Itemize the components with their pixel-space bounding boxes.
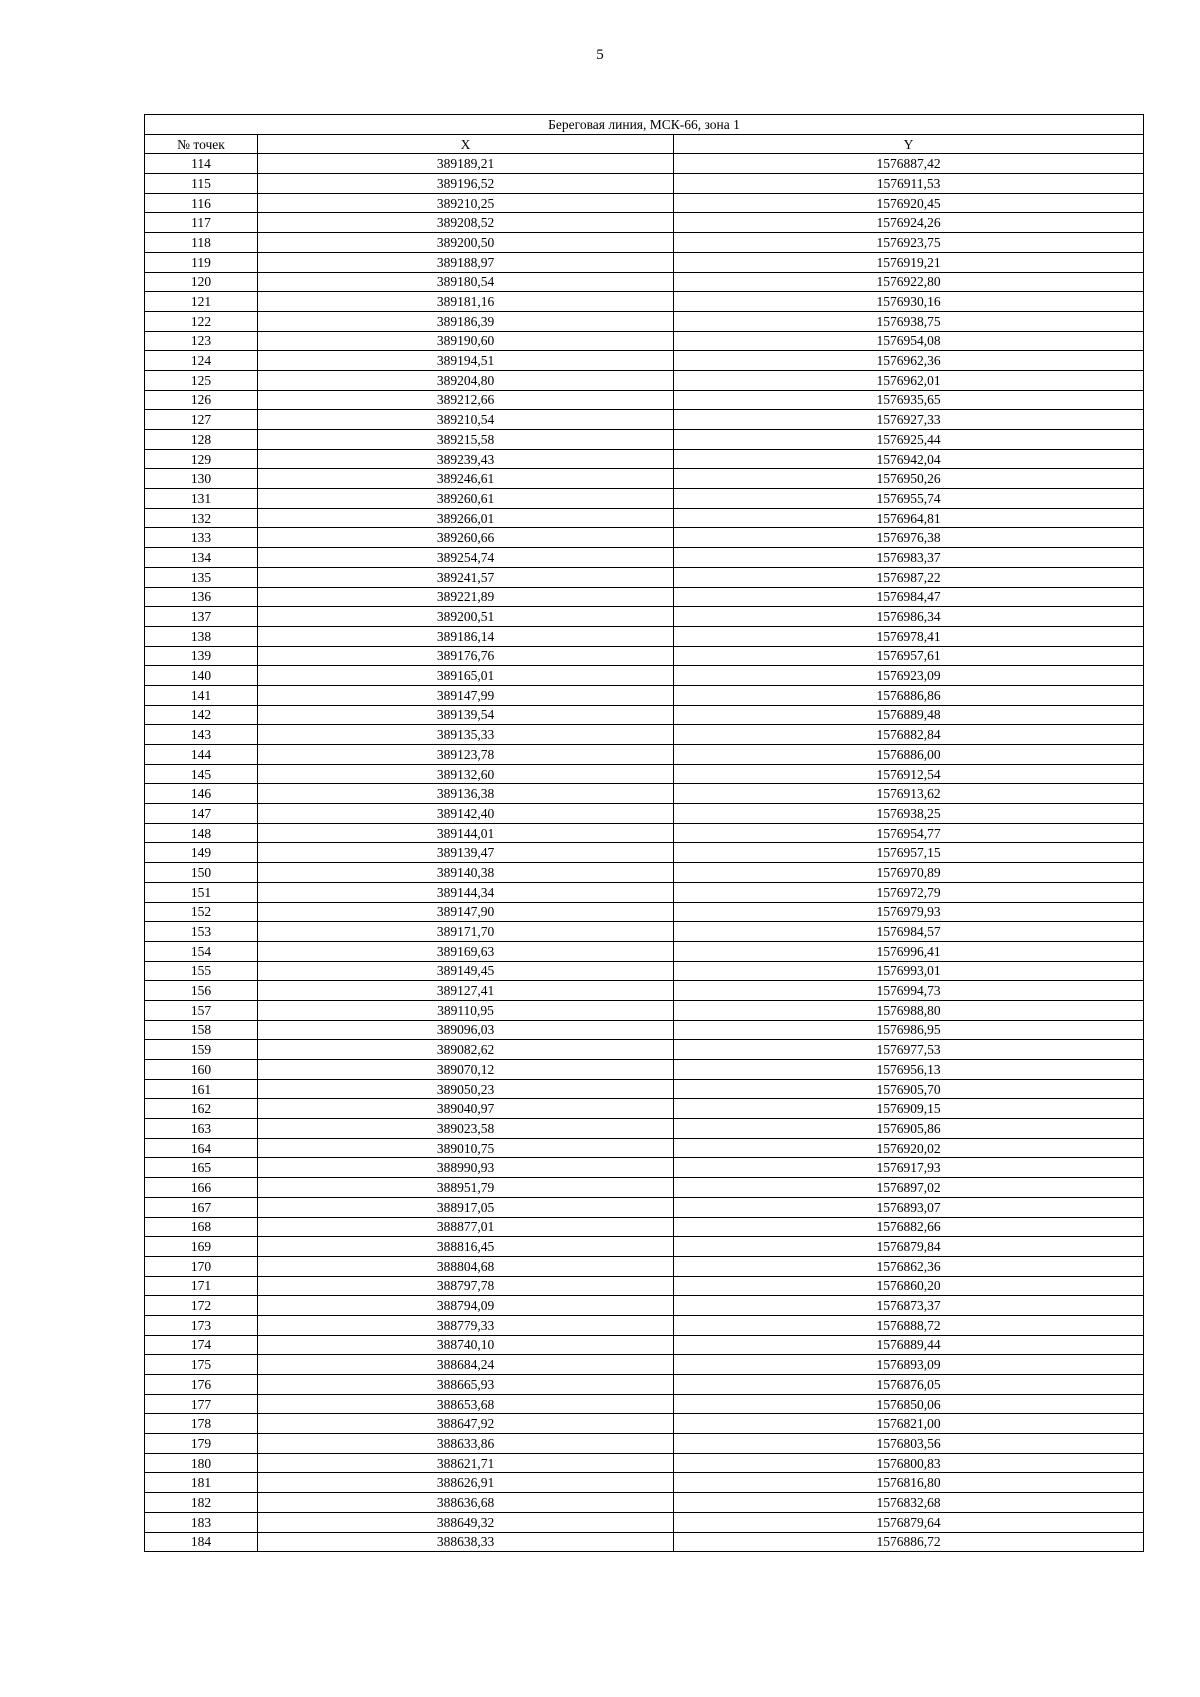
table-row (145, 1197, 1144, 1217)
table-row (145, 252, 1144, 272)
table-row (145, 1375, 1144, 1395)
x-coordinate-cell: 388917,05 (258, 1197, 674, 1217)
table-row (145, 1099, 1144, 1119)
y-coordinate-cell: 1576886,86 (674, 685, 1144, 705)
y-coordinate-cell: 1576986,34 (674, 607, 1144, 627)
x-coordinate-cell: 389127,41 (258, 981, 674, 1001)
y-coordinate-cell: 1576976,38 (674, 528, 1144, 548)
y-coordinate-cell: 1576925,44 (674, 430, 1144, 450)
y-coordinate-cell: 1576935,65 (674, 390, 1144, 410)
x-coordinate-cell: 389186,14 (258, 626, 674, 646)
y-coordinate-cell: 1576970,89 (674, 863, 1144, 883)
table-row (145, 1414, 1144, 1434)
point-number-cell: 180 (145, 1453, 258, 1473)
table-header-row (145, 134, 1144, 154)
table-row (145, 1296, 1144, 1316)
y-coordinate-cell: 1576954,77 (674, 823, 1144, 843)
y-coordinate-cell: 1576938,75 (674, 311, 1144, 331)
table-row (145, 528, 1144, 548)
point-number-cell: 151 (145, 882, 258, 902)
table-title: Береговая линия, МСК-66, зона 1 (145, 115, 1144, 135)
table-row (145, 1473, 1144, 1493)
table-row (145, 193, 1144, 213)
x-coordinate-cell: 389254,74 (258, 548, 674, 568)
y-coordinate-cell: 1576860,20 (674, 1276, 1144, 1296)
x-coordinate-cell: 389208,52 (258, 213, 674, 233)
y-coordinate-cell: 1576984,47 (674, 587, 1144, 607)
x-coordinate-cell: 389212,66 (258, 390, 674, 410)
point-number-cell: 132 (145, 508, 258, 528)
y-coordinate-cell: 1576816,80 (674, 1473, 1144, 1493)
table-row (145, 666, 1144, 686)
table-row (145, 725, 1144, 745)
point-number-cell: 170 (145, 1256, 258, 1276)
x-coordinate-cell: 389140,38 (258, 863, 674, 883)
y-coordinate-cell: 1576938,25 (674, 804, 1144, 824)
point-number-cell: 142 (145, 705, 258, 725)
y-coordinate-cell: 1576897,02 (674, 1178, 1144, 1198)
y-coordinate-cell: 1576887,42 (674, 154, 1144, 174)
y-coordinate-cell: 1576893,09 (674, 1355, 1144, 1375)
x-coordinate-cell: 389136,38 (258, 784, 674, 804)
y-coordinate-cell: 1576862,36 (674, 1256, 1144, 1276)
table-row (145, 1335, 1144, 1355)
y-coordinate-cell: 1576803,56 (674, 1434, 1144, 1454)
x-coordinate-cell: 389142,40 (258, 804, 674, 824)
x-coordinate-cell: 389132,60 (258, 764, 674, 784)
point-number-cell: 119 (145, 252, 258, 272)
y-coordinate-cell: 1576882,66 (674, 1217, 1144, 1237)
x-coordinate-cell: 389139,54 (258, 705, 674, 725)
x-coordinate-cell: 388649,32 (258, 1512, 674, 1532)
table-row (145, 1315, 1144, 1335)
y-coordinate-cell: 1576956,13 (674, 1060, 1144, 1080)
point-number-cell: 169 (145, 1237, 258, 1257)
x-coordinate-cell: 389144,01 (258, 823, 674, 843)
x-coordinate-cell: 389139,47 (258, 843, 674, 863)
table-row (145, 1493, 1144, 1513)
table-row (145, 882, 1144, 902)
x-coordinate-cell: 388638,33 (258, 1532, 674, 1552)
y-coordinate-cell: 1576905,86 (674, 1119, 1144, 1139)
x-coordinate-cell: 389190,60 (258, 331, 674, 351)
point-number-cell: 120 (145, 272, 258, 292)
y-coordinate-cell: 1576923,75 (674, 233, 1144, 253)
point-number-cell: 174 (145, 1335, 258, 1355)
y-coordinate-cell: 1576879,84 (674, 1237, 1144, 1257)
x-coordinate-cell: 389260,66 (258, 528, 674, 548)
point-number-cell: 127 (145, 410, 258, 430)
table-row (145, 1276, 1144, 1296)
y-coordinate-cell: 1576850,06 (674, 1394, 1144, 1414)
point-number-cell: 145 (145, 764, 258, 784)
table-row (145, 607, 1144, 627)
x-coordinate-cell: 389221,89 (258, 587, 674, 607)
table-row (145, 390, 1144, 410)
y-coordinate-cell: 1576977,53 (674, 1040, 1144, 1060)
table-row (145, 1237, 1144, 1257)
point-number-cell: 137 (145, 607, 258, 627)
y-coordinate-cell: 1576954,08 (674, 331, 1144, 351)
y-coordinate-cell: 1576879,64 (674, 1512, 1144, 1532)
table-row (145, 430, 1144, 450)
y-coordinate-cell: 1576893,07 (674, 1197, 1144, 1217)
table-row (145, 626, 1144, 646)
table-title-row (145, 115, 1144, 135)
table-row (145, 941, 1144, 961)
x-coordinate-cell: 388633,86 (258, 1434, 674, 1454)
point-number-cell: 124 (145, 351, 258, 371)
point-number-cell: 163 (145, 1119, 258, 1139)
point-number-cell: 153 (145, 922, 258, 942)
y-coordinate-cell: 1576984,57 (674, 922, 1144, 942)
y-coordinate-cell: 1576988,80 (674, 1000, 1144, 1020)
point-number-cell: 152 (145, 902, 258, 922)
x-coordinate-cell: 389096,03 (258, 1020, 674, 1040)
point-number-cell: 171 (145, 1276, 258, 1296)
point-number-cell: 128 (145, 430, 258, 450)
x-coordinate-cell: 389246,61 (258, 469, 674, 489)
x-coordinate-cell: 389239,43 (258, 449, 674, 469)
point-number-cell: 141 (145, 685, 258, 705)
table-row (145, 1256, 1144, 1276)
y-coordinate-cell: 1576955,74 (674, 489, 1144, 509)
table-row (145, 784, 1144, 804)
point-number-cell: 133 (145, 528, 258, 548)
table-row (145, 1138, 1144, 1158)
point-number-cell: 164 (145, 1138, 258, 1158)
y-coordinate-cell: 1576993,01 (674, 961, 1144, 981)
table-row (145, 1355, 1144, 1375)
table-row (145, 804, 1144, 824)
x-coordinate-cell: 388816,45 (258, 1237, 674, 1257)
x-coordinate-cell: 389023,58 (258, 1119, 674, 1139)
point-number-cell: 181 (145, 1473, 258, 1493)
x-coordinate-cell: 389189,21 (258, 154, 674, 174)
coordinates-table (144, 114, 1144, 1552)
point-number-cell: 135 (145, 567, 258, 587)
point-number-cell: 166 (145, 1178, 258, 1198)
x-coordinate-cell: 389144,34 (258, 882, 674, 902)
table-row (145, 705, 1144, 725)
table-row (145, 1158, 1144, 1178)
y-coordinate-cell: 1576927,33 (674, 410, 1144, 430)
y-coordinate-cell: 1576942,04 (674, 449, 1144, 469)
x-coordinate-cell: 389186,39 (258, 311, 674, 331)
y-coordinate-cell: 1576962,36 (674, 351, 1144, 371)
point-number-cell: 130 (145, 469, 258, 489)
point-number-cell: 134 (145, 548, 258, 568)
table-row (145, 469, 1144, 489)
table-row (145, 370, 1144, 390)
table-row (145, 331, 1144, 351)
x-coordinate-cell: 388665,93 (258, 1375, 674, 1395)
x-coordinate-cell: 389260,61 (258, 489, 674, 509)
y-coordinate-cell: 1576979,93 (674, 902, 1144, 922)
table-row (145, 764, 1144, 784)
x-coordinate-cell: 388877,01 (258, 1217, 674, 1237)
table-row (145, 154, 1144, 174)
point-number-cell: 121 (145, 292, 258, 312)
y-coordinate-cell: 1576957,61 (674, 646, 1144, 666)
point-number-cell: 168 (145, 1217, 258, 1237)
table-row (145, 1000, 1144, 1020)
table-row (145, 272, 1144, 292)
table-row (145, 823, 1144, 843)
point-number-cell: 184 (145, 1532, 258, 1552)
point-number-cell: 162 (145, 1099, 258, 1119)
table-row (145, 1079, 1144, 1099)
table-row (145, 1060, 1144, 1080)
x-coordinate-cell: 389200,51 (258, 607, 674, 627)
point-number-cell: 129 (145, 449, 258, 469)
table-row (145, 292, 1144, 312)
x-coordinate-cell: 388684,24 (258, 1355, 674, 1375)
x-coordinate-cell: 389123,78 (258, 745, 674, 765)
x-coordinate-cell: 388740,10 (258, 1335, 674, 1355)
point-number-cell: 179 (145, 1434, 258, 1454)
x-coordinate-cell: 389266,01 (258, 508, 674, 528)
y-coordinate-cell: 1576909,15 (674, 1099, 1144, 1119)
y-coordinate-cell: 1576913,62 (674, 784, 1144, 804)
x-coordinate-cell: 389204,80 (258, 370, 674, 390)
y-coordinate-cell: 1576876,05 (674, 1375, 1144, 1395)
table-row (145, 922, 1144, 942)
x-coordinate-cell: 389050,23 (258, 1079, 674, 1099)
y-coordinate-cell: 1576905,70 (674, 1079, 1144, 1099)
x-coordinate-cell: 388794,09 (258, 1296, 674, 1316)
y-coordinate-cell: 1576911,53 (674, 174, 1144, 194)
y-coordinate-cell: 1576996,41 (674, 941, 1144, 961)
x-coordinate-cell: 389147,90 (258, 902, 674, 922)
point-number-cell: 122 (145, 311, 258, 331)
point-number-cell: 117 (145, 213, 258, 233)
x-coordinate-cell: 389135,33 (258, 725, 674, 745)
x-coordinate-cell: 389196,52 (258, 174, 674, 194)
point-number-cell: 165 (145, 1158, 258, 1178)
point-number-cell: 131 (145, 489, 258, 509)
x-coordinate-cell: 388797,78 (258, 1276, 674, 1296)
point-number-cell: 178 (145, 1414, 258, 1434)
table-row (145, 981, 1144, 1001)
y-coordinate-cell: 1576919,21 (674, 252, 1144, 272)
table-row (145, 567, 1144, 587)
point-number-cell: 161 (145, 1079, 258, 1099)
x-coordinate-cell: 388647,92 (258, 1414, 674, 1434)
table-row (145, 449, 1144, 469)
table-row (145, 745, 1144, 765)
table-row (145, 311, 1144, 331)
x-coordinate-cell: 388779,33 (258, 1315, 674, 1335)
point-number-cell: 175 (145, 1355, 258, 1375)
y-coordinate-cell: 1576889,48 (674, 705, 1144, 725)
point-number-cell: 138 (145, 626, 258, 646)
y-coordinate-cell: 1576987,22 (674, 567, 1144, 587)
point-number-cell: 146 (145, 784, 258, 804)
y-coordinate-cell: 1576922,80 (674, 272, 1144, 292)
table-row (145, 1040, 1144, 1060)
x-coordinate-cell: 389070,12 (258, 1060, 674, 1080)
y-coordinate-cell: 1576962,01 (674, 370, 1144, 390)
table-row (145, 489, 1144, 509)
y-coordinate-cell: 1576930,16 (674, 292, 1144, 312)
x-coordinate-cell: 389110,95 (258, 1000, 674, 1020)
x-coordinate-cell: 389147,99 (258, 685, 674, 705)
point-number-cell: 123 (145, 331, 258, 351)
table-row (145, 410, 1144, 430)
point-number-cell: 147 (145, 804, 258, 824)
y-coordinate-cell: 1576964,81 (674, 508, 1144, 528)
y-coordinate-cell: 1576950,26 (674, 469, 1144, 489)
column-header-y: Y (674, 134, 1144, 154)
point-number-cell: 158 (145, 1020, 258, 1040)
point-number-cell: 150 (145, 863, 258, 883)
page-number: 5 (596, 47, 604, 63)
y-coordinate-cell: 1576800,83 (674, 1453, 1144, 1473)
table-row (145, 351, 1144, 371)
x-coordinate-cell: 388636,68 (258, 1493, 674, 1513)
y-coordinate-cell: 1576832,68 (674, 1493, 1144, 1513)
x-coordinate-cell: 389171,70 (258, 922, 674, 942)
table-row (145, 685, 1144, 705)
x-coordinate-cell: 389181,16 (258, 292, 674, 312)
point-number-cell: 116 (145, 193, 258, 213)
y-coordinate-cell: 1576886,00 (674, 745, 1144, 765)
y-coordinate-cell: 1576882,84 (674, 725, 1144, 745)
x-coordinate-cell: 389210,54 (258, 410, 674, 430)
point-number-cell: 140 (145, 666, 258, 686)
y-coordinate-cell: 1576886,72 (674, 1532, 1144, 1552)
table-row (145, 1217, 1144, 1237)
y-coordinate-cell: 1576978,41 (674, 626, 1144, 646)
x-coordinate-cell: 389188,97 (258, 252, 674, 272)
x-coordinate-cell: 389215,58 (258, 430, 674, 450)
table-row (145, 646, 1144, 666)
y-coordinate-cell: 1576924,26 (674, 213, 1144, 233)
point-number-cell: 157 (145, 1000, 258, 1020)
point-number-cell: 183 (145, 1512, 258, 1532)
point-number-cell: 182 (145, 1493, 258, 1513)
x-coordinate-cell: 389169,63 (258, 941, 674, 961)
column-header-x: X (258, 134, 674, 154)
x-coordinate-cell: 389149,45 (258, 961, 674, 981)
point-number-cell: 159 (145, 1040, 258, 1060)
table-row (145, 1532, 1144, 1552)
table-row (145, 587, 1144, 607)
y-coordinate-cell: 1576972,79 (674, 882, 1144, 902)
point-number-cell: 167 (145, 1197, 258, 1217)
point-number-cell: 177 (145, 1394, 258, 1414)
y-coordinate-cell: 1576889,44 (674, 1335, 1144, 1355)
x-coordinate-cell: 388626,91 (258, 1473, 674, 1493)
table-row (145, 548, 1144, 568)
point-number-cell: 139 (145, 646, 258, 666)
y-coordinate-cell: 1576873,37 (674, 1296, 1144, 1316)
point-number-cell: 143 (145, 725, 258, 745)
table-row (145, 1020, 1144, 1040)
x-coordinate-cell: 388653,68 (258, 1394, 674, 1414)
x-coordinate-cell: 389200,50 (258, 233, 674, 253)
table-row (145, 1453, 1144, 1473)
x-coordinate-cell: 388990,93 (258, 1158, 674, 1178)
y-coordinate-cell: 1576821,00 (674, 1414, 1144, 1434)
coordinates-table-body (145, 115, 1144, 1552)
table-row (145, 902, 1144, 922)
point-number-cell: 176 (145, 1375, 258, 1395)
table-row (145, 233, 1144, 253)
table-row (145, 1119, 1144, 1139)
x-coordinate-cell: 389194,51 (258, 351, 674, 371)
x-coordinate-cell: 389165,01 (258, 666, 674, 686)
point-number-cell: 136 (145, 587, 258, 607)
table-row (145, 1178, 1144, 1198)
y-coordinate-cell: 1576917,93 (674, 1158, 1144, 1178)
y-coordinate-cell: 1576920,02 (674, 1138, 1144, 1158)
point-number-cell: 173 (145, 1315, 258, 1335)
x-coordinate-cell: 389010,75 (258, 1138, 674, 1158)
point-number-cell: 149 (145, 843, 258, 863)
table-row (145, 961, 1144, 981)
x-coordinate-cell: 388804,68 (258, 1256, 674, 1276)
point-number-cell: 115 (145, 174, 258, 194)
x-coordinate-cell: 389082,62 (258, 1040, 674, 1060)
table-row (145, 863, 1144, 883)
y-coordinate-cell: 1576983,37 (674, 548, 1144, 568)
point-number-cell: 118 (145, 233, 258, 253)
point-number-cell: 144 (145, 745, 258, 765)
point-number-cell: 126 (145, 390, 258, 410)
table-row (145, 213, 1144, 233)
column-header-point-number: № точек (145, 134, 258, 154)
table-row (145, 1434, 1144, 1454)
y-coordinate-cell: 1576920,45 (674, 193, 1144, 213)
point-number-cell: 156 (145, 981, 258, 1001)
table-row (145, 1512, 1144, 1532)
point-number-cell: 114 (145, 154, 258, 174)
y-coordinate-cell: 1576957,15 (674, 843, 1144, 863)
table-row (145, 1394, 1144, 1414)
y-coordinate-cell: 1576986,95 (674, 1020, 1144, 1040)
point-number-cell: 125 (145, 370, 258, 390)
y-coordinate-cell: 1576923,09 (674, 666, 1144, 686)
x-coordinate-cell: 388951,79 (258, 1178, 674, 1198)
point-number-cell: 148 (145, 823, 258, 843)
x-coordinate-cell: 389241,57 (258, 567, 674, 587)
x-coordinate-cell: 389176,76 (258, 646, 674, 666)
y-coordinate-cell: 1576994,73 (674, 981, 1144, 1001)
point-number-cell: 154 (145, 941, 258, 961)
x-coordinate-cell: 389210,25 (258, 193, 674, 213)
table-row (145, 843, 1144, 863)
x-coordinate-cell: 388621,71 (258, 1453, 674, 1473)
y-coordinate-cell: 1576888,72 (674, 1315, 1144, 1335)
table-row (145, 508, 1144, 528)
table-row (145, 174, 1144, 194)
x-coordinate-cell: 389040,97 (258, 1099, 674, 1119)
point-number-cell: 172 (145, 1296, 258, 1316)
x-coordinate-cell: 389180,54 (258, 272, 674, 292)
point-number-cell: 155 (145, 961, 258, 981)
point-number-cell: 160 (145, 1060, 258, 1080)
y-coordinate-cell: 1576912,54 (674, 764, 1144, 784)
